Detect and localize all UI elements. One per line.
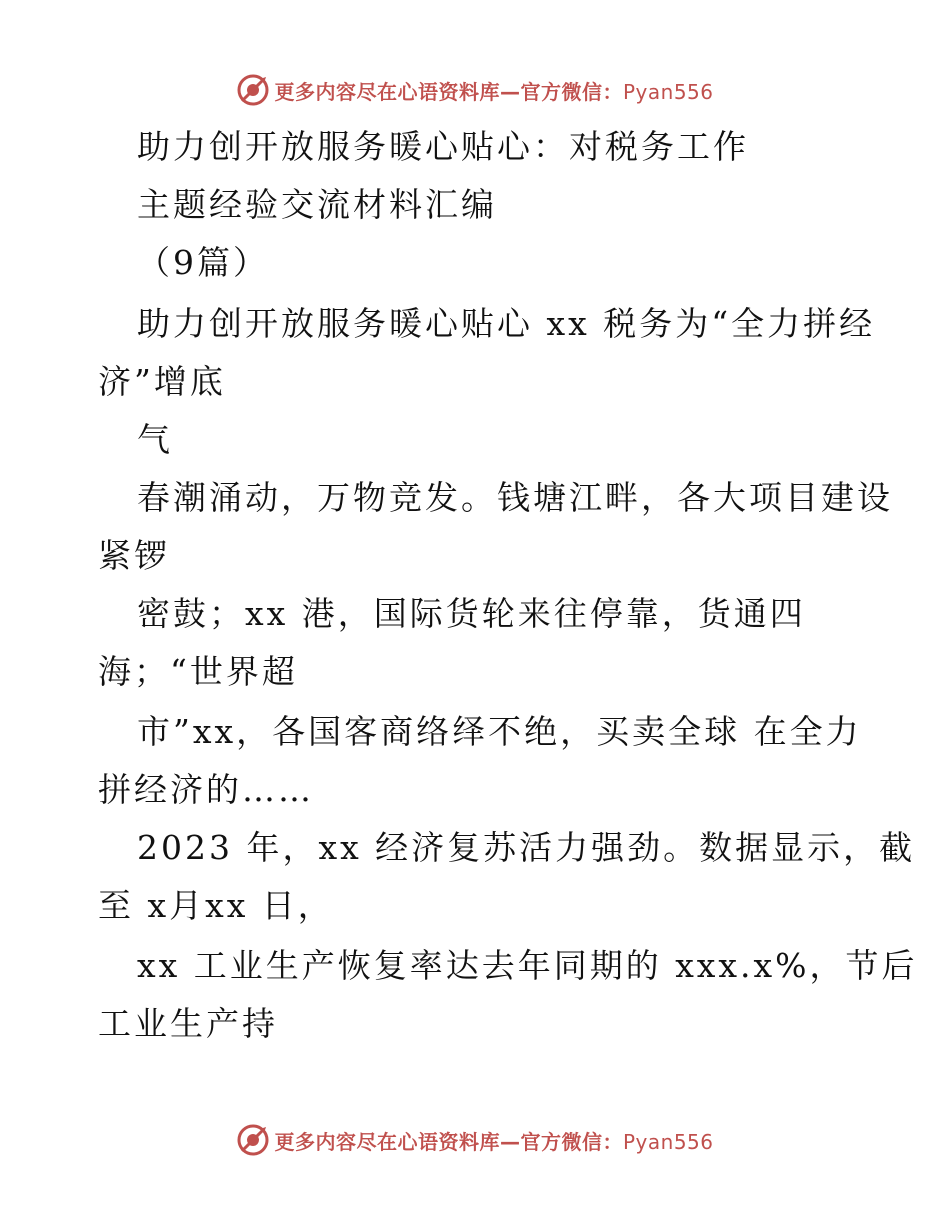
- doc-line: 海；“世界超: [98, 652, 298, 691]
- pen-logo-icon: [236, 1123, 270, 1157]
- doc-line: 拼经济的……: [98, 770, 314, 809]
- doc-line: 春潮涌动，万物竞发。钱塘江畔，各大项目建设: [137, 478, 893, 517]
- doc-line: 工业生产持: [98, 1004, 278, 1043]
- doc-line: 气: [137, 420, 173, 459]
- doc-line: 紧锣: [98, 536, 170, 575]
- doc-line: 市”xx，各国客商络绎不绝，买卖全球 在全力: [137, 712, 862, 751]
- watermark-banner-bottom: [0, 1120, 950, 1160]
- doc-title-line-1: 助力创开放服务暖心贴心：对税务工作: [137, 127, 749, 166]
- doc-line: 密鼓；xx 港，国际货轮来往停靠，货通四: [137, 594, 806, 633]
- doc-title-line-2: 主题经验交流材料汇编: [137, 185, 497, 224]
- doc-line: 2023 年，xx 经济复苏活力强劲。数据显示，截: [137, 828, 916, 867]
- doc-line: 助力创开放服务暖心贴心 xx 税务为“全力拼经: [137, 304, 876, 343]
- doc-line: 至 x月xx 日，: [98, 886, 334, 925]
- watermark-text: 更多内容尽在心语资料库—官方微信：Pyan556: [274, 79, 714, 104]
- doc-line: 济”增底: [98, 362, 226, 401]
- doc-title-line-3: （9篇）: [137, 243, 269, 282]
- doc-line: xx 工业生产恢复率达去年同期的 xxx.x%，节后: [137, 946, 918, 985]
- watermark-text: 更多内容尽在心语资料库—官方微信：Pyan556: [274, 1129, 714, 1154]
